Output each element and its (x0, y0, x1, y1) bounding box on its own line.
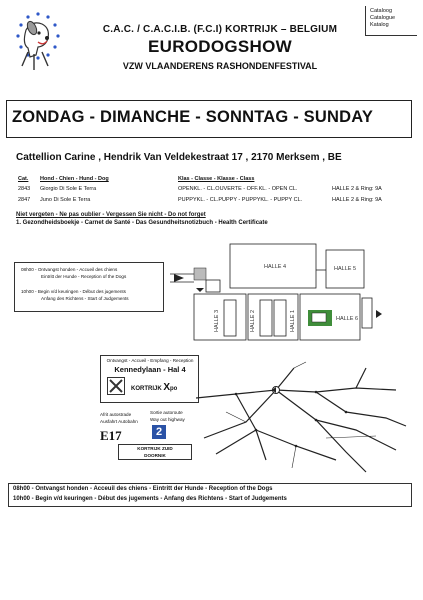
exhibitor-address: Cattellion Carine , Hendrik Van Veldekestraat 17 , 2170 Merksem , BE (16, 152, 342, 163)
e17-label: E17 (100, 428, 122, 443)
highway-exit-text-1: Afrit autostrade (100, 412, 132, 417)
footer-line-2: 10h00 - Begin v/d keuringen - Début des jugements - Anfang des Richtens - Start of Judgements (13, 496, 287, 502)
dog-header: Hond - Chien - Hund - Dog (40, 176, 109, 182)
header-line-1: C.A.C. / C.A.C.I.B. (F.C.I) KORTRIJK – BELGIUM (102, 24, 338, 35)
exit-name-2: DOORNIK (144, 453, 166, 458)
exit-name-box (118, 444, 192, 460)
road-map (196, 360, 410, 476)
hall-1-label: HALLE 1 (290, 309, 296, 332)
header-line-3: VZW VLAANDERENS RASHONDENFESTIVAL (122, 61, 318, 71)
kortrijk-xpo-logo (131, 382, 177, 393)
schedule-line-3: 10h00 - Begin v/d keuringen - Début des jugements (21, 289, 126, 294)
exit-number-badge: 2 (152, 425, 166, 439)
floor-plan (166, 240, 396, 344)
highway-sortie-text: Sortie autoroute (150, 410, 183, 415)
exit-name-1: KORTRIJK ZUID (137, 446, 173, 451)
footer-box (8, 483, 412, 507)
row-2-cat: 2847 (18, 197, 31, 203)
row-2-class: PUPPYKL. - CL.PUPPY - PUPPYKL. - PUPPY CL. (178, 197, 303, 203)
brand-x: X (163, 382, 171, 393)
entrance-line-2: Kennedylaan - Hal 4 (114, 365, 186, 374)
row-1-ring: HALLE 2 & Ring: 9A (332, 186, 382, 192)
footer-line-1: 08h00 - Ontvangst honden - Acceuil des chiens - Eintritt der Hunde - Reception of the Dogs (13, 486, 273, 492)
xpo-x-icon (107, 377, 125, 395)
row-2-ring: HALLE 2 & Ring: 9A (332, 197, 382, 203)
schedule-line-2: Eintritt der Hunde - Reception of the Dogs (41, 274, 127, 279)
highway-exit-text-2: Ausfahrt Autobahn (100, 419, 138, 424)
hall-3-label: HALLE 3 (214, 309, 220, 332)
eurodogshow-logo (8, 8, 68, 74)
catalog-nl: Cataloog (370, 8, 393, 14)
class-header: Klas - Classe - Klasse - Class (178, 176, 255, 182)
catalog-fr: Catalogue (370, 15, 396, 21)
row-1-class: OPENKL. - CL.OUVERTE - OFF.KL. - OPEN CL. (178, 186, 298, 192)
header-title: EURODOGSHOW (147, 37, 293, 56)
hall-2-label: HALLE 2 (250, 309, 256, 332)
schedule-line-1: 08h00 - Ontvangst honden - Accueil des chiens (21, 267, 118, 272)
entrance-line-1: Ontvangst - Accueil - Empfang - Reception (106, 358, 194, 363)
reminder-title: Niet vergeten - Ne pas oublier - Vergessen Sie nicht - Do not forget (16, 212, 206, 218)
highway-wayout-text: Way out highway (150, 417, 185, 422)
row-1-cat: 2843 (18, 186, 31, 192)
day-title: ZONDAG - DIMANCHE - SONNTAG - SUNDAY (12, 108, 374, 126)
reminder-item: 1. Gezondheidsboekje - Carnet de Santé - Das Gesundheitsnotizbuch - Health Certificate (16, 220, 268, 226)
row-1-dog: Giorgio Di Sole E Terra (40, 186, 97, 192)
brand-po: po (170, 386, 178, 392)
hall-5-label: HALLE 5 (334, 266, 357, 272)
catalog-de: Katalog (370, 22, 389, 28)
hall-6-label: HALLE 6 (336, 316, 359, 322)
schedule-box (14, 262, 164, 312)
schedule-line-4: Anfang des Richtens - Start of Judgements (41, 296, 129, 301)
brand-prefix: KORTRIJK (131, 386, 164, 392)
entrance-box (100, 355, 199, 403)
cat-header: Cat. (18, 176, 29, 182)
row-2-dog: Juno Di Sole E Terra (40, 197, 91, 203)
hall-4-label: HALLE 4 (264, 264, 287, 270)
